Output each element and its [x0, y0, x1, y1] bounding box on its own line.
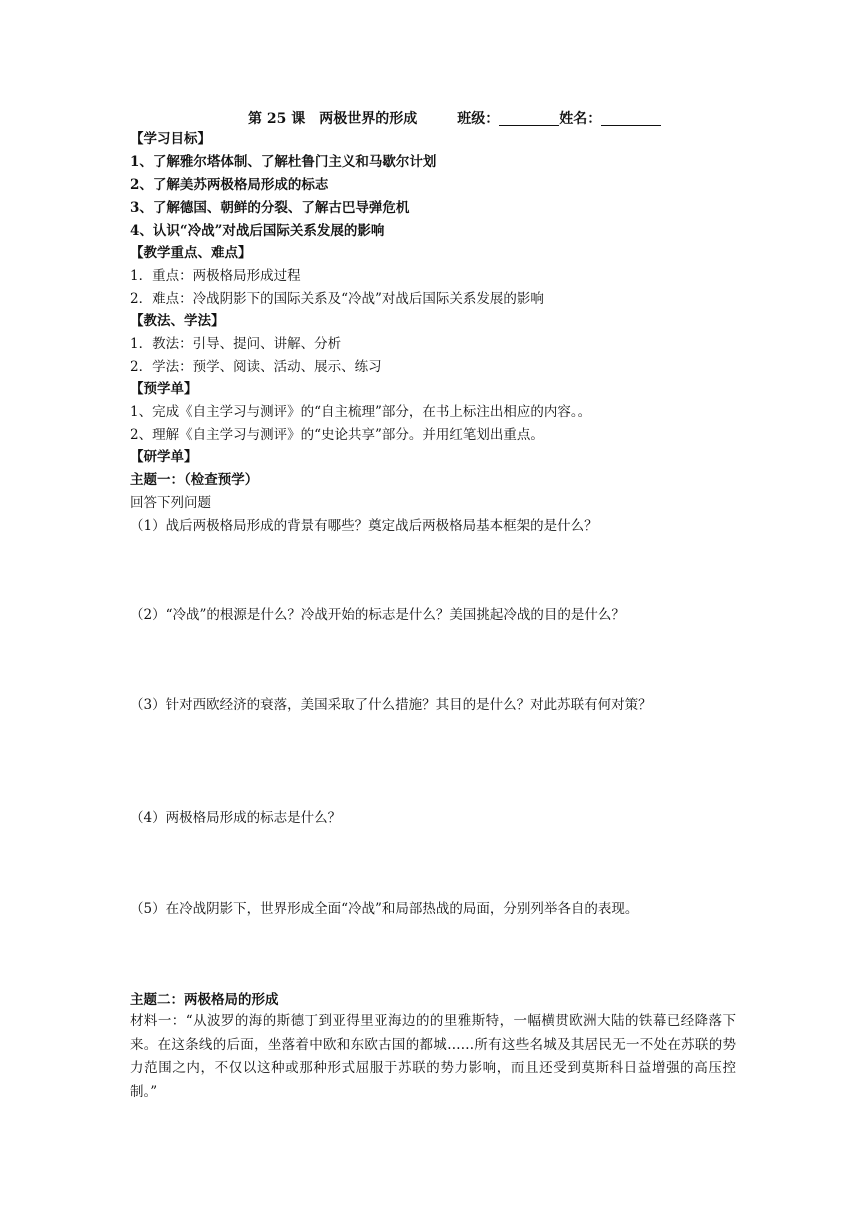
preview-item-1: 1、完成《自主学习与测评》的“自主梳理”部分，在书上标注出相应的内容。。 [130, 404, 592, 420]
goals-heading: 【学习目标】 [130, 131, 211, 147]
goal-item-1: 1、了解雅尔塔体制、了解杜鲁门主义和马歇尔计划 [130, 154, 437, 170]
preview-item-2: 2、理解《自主学习与测评》的“史论共享”部分。并用红笔划出重点。 [130, 427, 544, 443]
questions-intro: 回答下列问题 [130, 495, 211, 511]
key-points-heading: 【教学重点、难点】 [130, 245, 252, 261]
material-one-paragraph: 材料一：“从波罗的海的斯德丁到亚得里亚海边的的里雅斯特，一幅横贯欧洲大陆的铁幕已经降落下来。在这条线的后面，坐落着中欧和东欧古国的都城……所有这些名城及其居民无一不处在苏联的势力范围之内，不仅以这种或那种形式屈服于苏联的势力影响，而且还受到莫斯科日益增强的高压控制。” [130, 1013, 736, 1100]
question-3: （3）针对西欧经济的衰落，美国采取了什么措施？其目的是什么？对此苏联有何对策？ [130, 697, 652, 713]
name-blank [601, 111, 661, 126]
question-4: （4）两极格局形成的标志是什么？ [130, 810, 342, 826]
goal-item-2: 2、了解美苏两极格局形成的标志 [130, 177, 329, 193]
method-item-1: 1．教法：引导、提问、讲解、分析 [130, 336, 342, 352]
lesson-title: 第 25 课 两极世界的形成 [248, 111, 418, 127]
method-item-2: 2．学法：预学、阅读、活动、展示、练习 [130, 359, 382, 375]
topic-one-heading: 主题一：（检查预学） [130, 472, 259, 488]
class-blank [499, 111, 559, 126]
question-2: （2）“冷战”的根源是什么？冷战开始的标志是什么？美国挑起冷战的目的是什么？ [130, 607, 625, 623]
goal-item-4: 4、认识“冷战”对战后国际关系发展的影响 [130, 223, 385, 239]
topic-two-heading: 主题二：两极格局的形成 [130, 992, 279, 1008]
preview-heading: 【预学单】 [130, 381, 198, 397]
question-5: （5）在冷战阴影下，世界形成全面“冷战”和局部热战的局面，分别列举各自的表现。 [130, 901, 639, 917]
key-point-item-1: 1．重点：两极格局形成过程 [130, 268, 301, 284]
question-1: （1）战后两极格局形成的背景有哪些？奠定战后两极格局基本框架的是什么？ [130, 518, 598, 534]
goal-item-3: 3、了解德国、朝鲜的分裂、了解古巴导弹危机 [130, 200, 410, 216]
class-label: 班级： [457, 111, 500, 127]
page-title [248, 110, 661, 128]
key-point-item-2: 2．难点：冷战阴影下的国际关系及“冷战”对战后国际关系发展的影响 [130, 291, 544, 307]
name-label: 姓名： [559, 111, 602, 127]
methods-heading: 【教法、学法】 [130, 313, 225, 329]
study-heading: 【研学单】 [130, 449, 198, 465]
